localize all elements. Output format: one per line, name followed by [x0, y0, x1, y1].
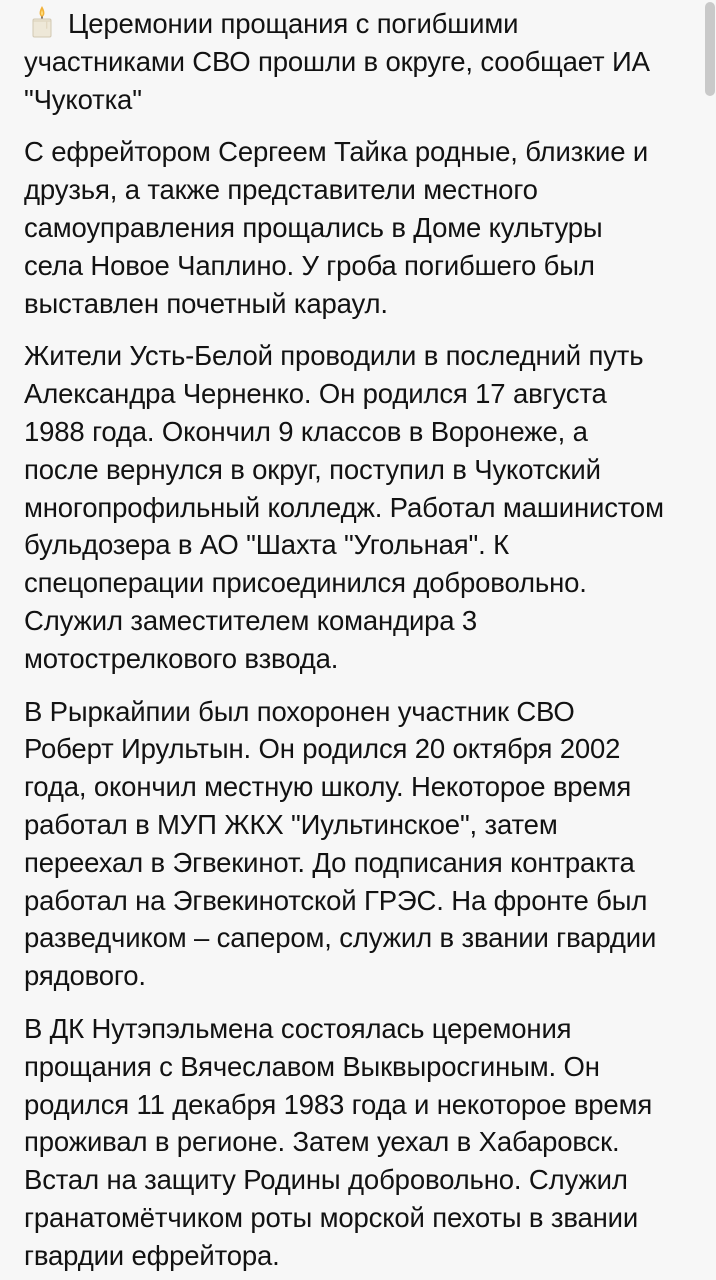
- paragraph-line: года, окончил местную школу. Некоторое время: [24, 771, 632, 803]
- paragraph-line: В Рыркайпии был похоронен участник СВО: [24, 695, 575, 727]
- paragraph-line: выставлен почетный караул.: [24, 287, 388, 319]
- paragraph-line: после вернулся в округ, поступил в Чукотский: [24, 453, 601, 485]
- title-line-2: участниками СВО прошли в округе, сообщает ИА: [24, 45, 650, 77]
- scrollbar[interactable]: [706, 0, 716, 1280]
- paragraph-line: многопрофильный колледж. Работал машинистом: [24, 491, 664, 523]
- title-line-3: "Чукотка": [24, 83, 142, 115]
- paragraph-line: мотострелкового взвода.: [24, 642, 339, 674]
- news-article: [24, 4, 716, 1280]
- paragraph-2: [24, 337, 716, 677]
- scrollbar-thumb[interactable]: [705, 2, 715, 96]
- paragraph-line: рядового.: [24, 960, 146, 992]
- paragraph-line: работал в МУП ЖКХ "Иультинское", затем: [24, 808, 558, 840]
- paragraph-4: [24, 1010, 716, 1275]
- paragraph-line: 1988 года. Окончил 9 классов в Воронеже, а: [24, 415, 588, 447]
- title-line-1-text: Церемонии прощания с погибшими: [68, 8, 519, 39]
- paragraph-line: В ДК Нутэпэльмена состоялась церемония: [24, 1012, 572, 1044]
- paragraph-line: разведчиком – сапером, служил в звании гвардии: [24, 922, 657, 954]
- paragraph-line: Александра Черненко. Он родился 17 августа: [24, 378, 607, 410]
- paragraph-line: работал на Эгвекинотской ГРЭС. На фронте был: [24, 884, 648, 916]
- paragraph-line: родился 11 декабря 1983 года и некоторое время: [24, 1088, 653, 1120]
- paragraph-line: переехал в Эгвекинот. До подписания контракта: [24, 846, 635, 878]
- paragraph-line: гвардии ефрейтора.: [24, 1239, 280, 1271]
- paragraph-line: Встал на защиту Родины добровольно. Служил: [24, 1164, 628, 1196]
- paragraph-line: Роберт Ирультын. Он родился 20 октября 2002: [24, 733, 621, 765]
- paragraph-line: спецоперации присоединился добровольно.: [24, 567, 587, 599]
- article-title: [24, 4, 716, 118]
- paragraph-line: прощания с Вячеславом Выквыросгиным. Он: [24, 1050, 600, 1082]
- paragraph-line: С ефрейтором Сергеем Тайка родные, близкие и: [24, 136, 649, 168]
- paragraph-line: села Новое Чаплино. У гроба погибшего был: [24, 249, 595, 281]
- paragraph-line: Служил заместителем командира 3: [24, 604, 478, 636]
- paragraph-line: друзья, а также представители местного: [24, 174, 538, 206]
- paragraph-3: [24, 693, 716, 995]
- paragraph-line: бульдозера в АО "Шахта "Угольная". К: [24, 529, 509, 561]
- paragraph-line: самоуправления прощались в Доме культуры: [24, 211, 603, 243]
- paragraph-line: проживал в регионе. Затем уехал в Хабаровск.: [24, 1126, 620, 1158]
- paragraph-line: Жители Усть-Белой проводили в последний путь: [24, 340, 644, 372]
- title-line-1: [24, 4, 716, 43]
- candle-icon: [24, 4, 60, 38]
- paragraph-1: [24, 133, 716, 322]
- paragraph-line: гранатомётчиком роты морской пехоты в звании: [24, 1201, 639, 1233]
